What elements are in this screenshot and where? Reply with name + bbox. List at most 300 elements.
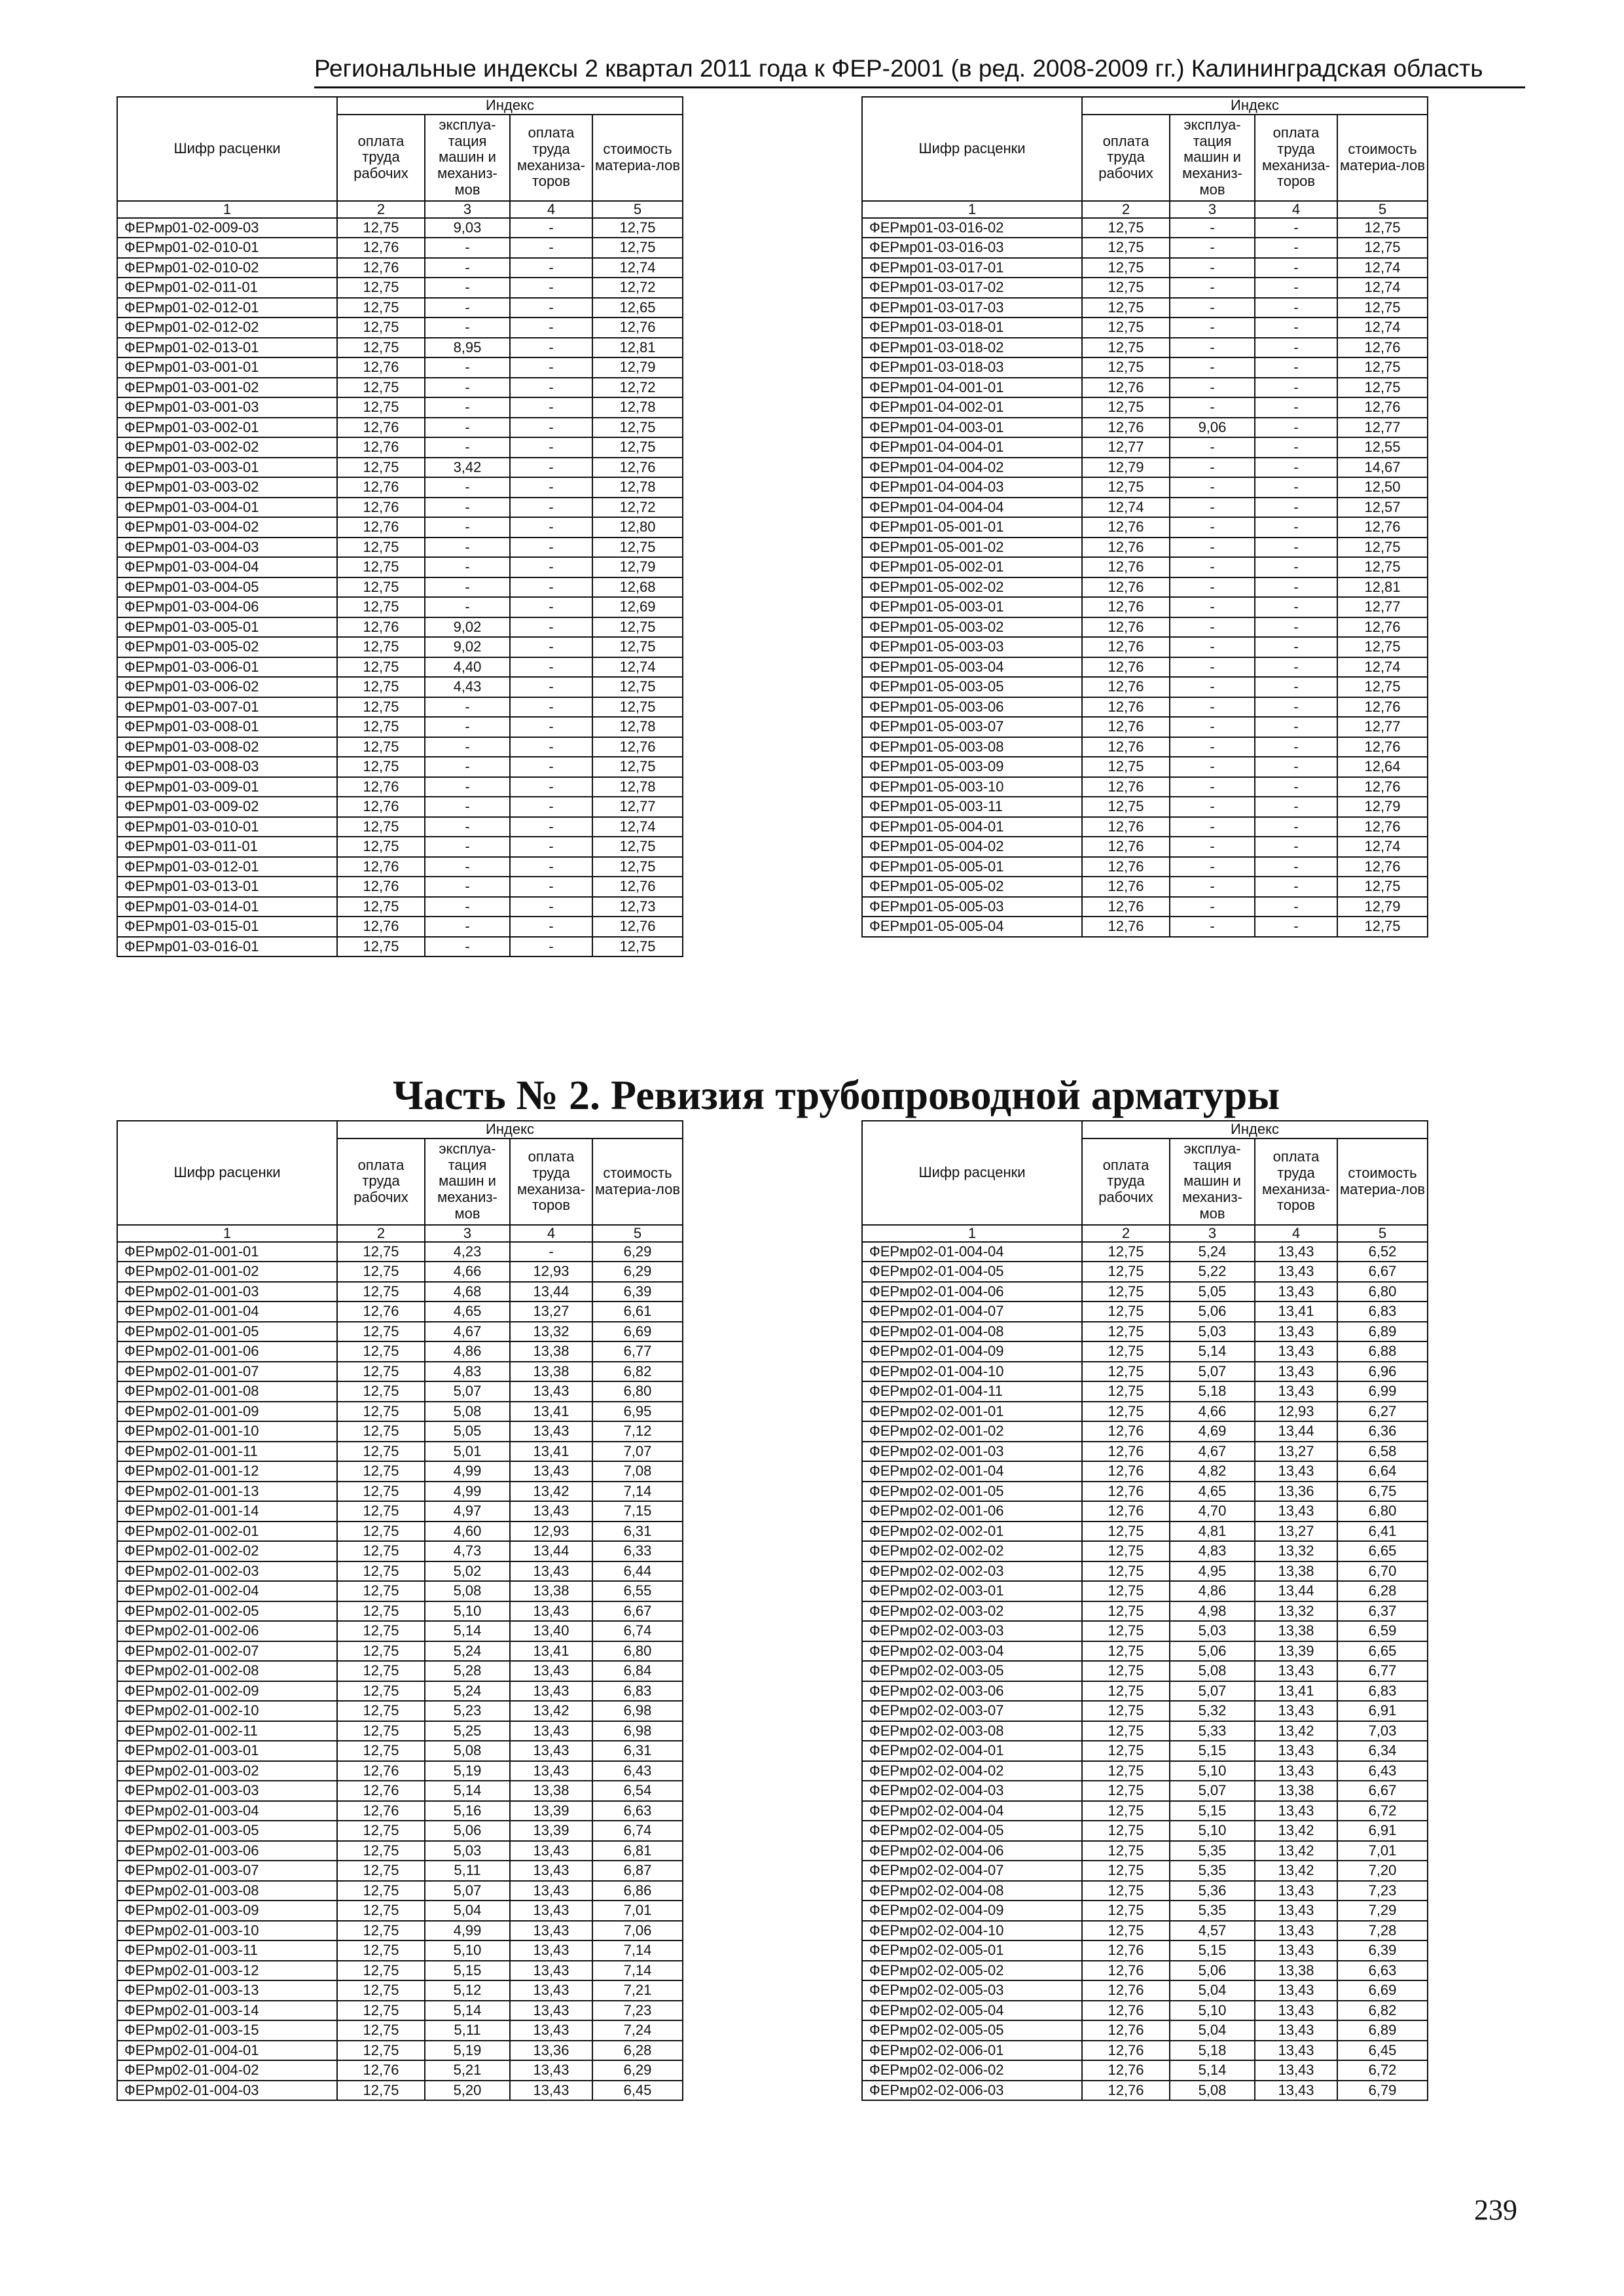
labor-index-cell: 12,75 — [337, 2001, 425, 2021]
column-number: 3 — [1170, 201, 1255, 218]
machine-index-cell: - — [1170, 278, 1255, 298]
labor-index-cell: 12,75 — [1082, 1381, 1170, 1402]
operator-index-cell: - — [510, 357, 592, 378]
column-number: 4 — [510, 201, 592, 218]
table-row — [862, 517, 1428, 538]
rate-code-cell: ФЕРмр01-05-002-01 — [862, 557, 1082, 577]
rate-code-cell: ФЕРмр02-01-001-11 — [117, 1442, 337, 1462]
column-number: 3 — [425, 1225, 510, 1242]
operator-index-cell: 13,43 — [1255, 1381, 1337, 1402]
rate-code-cell: ФЕРмр02-02-002-03 — [862, 1561, 1082, 1582]
labor-index-cell: 12,75 — [1082, 1841, 1170, 1861]
machine-index-cell: 5,15 — [1170, 1941, 1255, 1961]
labor-index-cell: 12,75 — [337, 757, 425, 777]
machine-index-cell: - — [1170, 437, 1255, 458]
table-row — [862, 737, 1428, 757]
machine-index-cell: 5,11 — [425, 2020, 510, 2041]
operator-index-cell: 13,43 — [1255, 2060, 1337, 2081]
operator-index-cell: - — [1255, 917, 1337, 937]
machine-index-cell: 5,20 — [425, 2081, 510, 2101]
machine-index-cell: 4,81 — [1170, 1522, 1255, 1542]
index-column-header: Индекс — [1082, 1121, 1428, 1139]
materials-index-cell: 12,77 — [1337, 717, 1428, 737]
labor-index-cell: 12,75 — [337, 1741, 425, 1761]
machine-index-cell: 5,10 — [1170, 1821, 1255, 1841]
operator-index-cell: 13,43 — [510, 1461, 592, 1482]
machine-index-cell: 4,99 — [425, 1461, 510, 1482]
operator-index-cell: - — [1255, 597, 1337, 617]
table-row — [117, 2081, 683, 2101]
materials-index-cell: 6,98 — [592, 1701, 683, 1721]
rate-code-cell: ФЕРмр02-02-003-08 — [862, 1721, 1082, 1741]
operator-index-cell: 13,43 — [510, 2081, 592, 2101]
labor-index-cell: 12,75 — [1082, 1341, 1170, 1362]
labor-index-cell: 12,76 — [1082, 617, 1170, 638]
materials-index-cell: 6,74 — [592, 1821, 683, 1841]
machine-index-cell: - — [1170, 557, 1255, 577]
operator-index-cell: 13,43 — [510, 1881, 592, 1901]
rate-code-cell: ФЕРмр01-03-017-02 — [862, 278, 1082, 298]
machine-index-cell: 5,19 — [425, 1761, 510, 1781]
rate-code-cell: ФЕРмр02-01-004-06 — [862, 1282, 1082, 1302]
machine-index-cell: - — [1170, 378, 1255, 398]
materials-index-cell: 6,89 — [1337, 2020, 1428, 2041]
labor-index-cell: 12,75 — [1082, 1641, 1170, 1662]
operator-index-cell: - — [1255, 338, 1337, 358]
table-row — [862, 1801, 1428, 1821]
materials-index-cell: 6,58 — [1337, 1442, 1428, 1462]
column-header-4: стоимость материа-лов — [592, 1139, 683, 1225]
rate-code-cell: ФЕРмр02-01-004-08 — [862, 1322, 1082, 1342]
rate-code-cell: ФЕРмр02-01-001-05 — [117, 1322, 337, 1342]
labor-index-cell: 12,75 — [1082, 1781, 1170, 1801]
materials-index-cell: 12,75 — [592, 218, 683, 238]
operator-index-cell: 13,43 — [1255, 1461, 1337, 1482]
column-header-3: оплата труда механиза-торов — [510, 1139, 592, 1225]
table-row — [862, 877, 1428, 897]
materials-index-cell: 12,76 — [592, 737, 683, 757]
operator-index-cell: - — [1255, 278, 1337, 298]
index-table-top-right — [861, 96, 1428, 938]
operator-index-cell: 13,43 — [1255, 1980, 1337, 2001]
machine-index-cell: 4,66 — [425, 1262, 510, 1282]
table-row — [117, 1341, 683, 1362]
operator-index-cell: 13,43 — [1255, 2020, 1337, 2041]
labor-index-cell: 12,76 — [1082, 897, 1170, 917]
operator-index-cell: 13,43 — [510, 1941, 592, 1961]
rate-code-cell: ФЕРмр01-05-005-03 — [862, 897, 1082, 917]
machine-index-cell: - — [425, 837, 510, 857]
labor-index-cell: 12,75 — [337, 278, 425, 298]
operator-index-cell: 12,93 — [510, 1522, 592, 1542]
materials-index-cell: 6,89 — [1337, 1322, 1428, 1342]
rate-code-cell: ФЕРмр01-03-005-01 — [117, 617, 337, 638]
rate-code-cell: ФЕРмр01-03-004-03 — [117, 538, 337, 558]
rate-code-cell: ФЕРмр02-02-003-03 — [862, 1621, 1082, 1641]
materials-index-cell: 6,82 — [1337, 2001, 1428, 2021]
machine-index-cell: 5,18 — [1170, 1381, 1255, 1402]
materials-index-cell: 6,67 — [1337, 1781, 1428, 1801]
operator-index-cell: - — [1255, 777, 1337, 797]
machine-index-cell: 5,04 — [1170, 2020, 1255, 2041]
rate-code-cell: ФЕРмр01-02-011-01 — [117, 278, 337, 298]
table-row — [862, 1721, 1428, 1741]
machine-index-cell: - — [425, 258, 510, 278]
rate-code-cell: ФЕРмр01-02-012-01 — [117, 298, 337, 318]
labor-index-cell: 12,75 — [1082, 1362, 1170, 1382]
machine-index-cell: - — [1170, 298, 1255, 318]
operator-index-cell: - — [510, 517, 592, 538]
materials-index-cell: 6,96 — [1337, 1362, 1428, 1382]
operator-index-cell: 13,38 — [510, 1341, 592, 1362]
machine-index-cell: 4,66 — [1170, 1402, 1255, 1422]
materials-index-cell: 6,98 — [592, 1721, 683, 1741]
labor-index-cell: 12,75 — [1082, 477, 1170, 498]
operator-index-cell: 13,43 — [1255, 1501, 1337, 1522]
labor-index-cell: 12,76 — [337, 258, 425, 278]
rate-code-cell: ФЕРмр02-01-002-04 — [117, 1581, 337, 1601]
column-number: 1 — [117, 201, 337, 218]
rate-code-cell: ФЕРмр02-01-003-04 — [117, 1801, 337, 1821]
table-row — [862, 298, 1428, 318]
materials-index-cell: 12,75 — [592, 617, 683, 638]
rate-code-cell: ФЕРмр02-01-002-09 — [117, 1681, 337, 1702]
table-row — [862, 1581, 1428, 1601]
materials-index-cell: 7,15 — [592, 1501, 683, 1522]
column-number: 3 — [425, 201, 510, 218]
materials-index-cell: 6,29 — [592, 1262, 683, 1282]
materials-index-cell: 12,65 — [592, 298, 683, 318]
table-row — [862, 657, 1428, 678]
operator-index-cell: 13,44 — [1255, 1421, 1337, 1442]
operator-index-cell: - — [1255, 897, 1337, 917]
operator-index-cell: 13,43 — [510, 1841, 592, 1861]
operator-index-cell: 13,43 — [510, 1721, 592, 1741]
machine-index-cell: - — [1170, 318, 1255, 338]
labor-index-cell: 12,75 — [337, 2041, 425, 2061]
operator-index-cell: 13,43 — [510, 1861, 592, 1881]
table-row — [862, 1322, 1428, 1342]
column-number: 4 — [1255, 1225, 1337, 1242]
materials-index-cell: 12,76 — [1337, 777, 1428, 797]
table-row — [862, 1522, 1428, 1542]
table-row — [862, 1741, 1428, 1761]
labor-index-cell: 12,75 — [1082, 1282, 1170, 1302]
rate-code-cell: ФЕРмр02-01-002-03 — [117, 1561, 337, 1582]
rate-code-cell: ФЕРмр02-01-003-14 — [117, 2001, 337, 2021]
table-row — [862, 1681, 1428, 1702]
table-row — [117, 837, 683, 857]
machine-index-cell: 5,06 — [1170, 1961, 1255, 1981]
labor-index-cell: 12,75 — [337, 1242, 425, 1262]
operator-index-cell: - — [1255, 717, 1337, 737]
machine-index-cell: 5,15 — [1170, 1741, 1255, 1761]
rate-code-cell: ФЕРмр01-05-003-06 — [862, 697, 1082, 718]
machine-index-cell: 4,98 — [1170, 1601, 1255, 1622]
table-row — [862, 677, 1428, 697]
machine-index-cell: 5,03 — [1170, 1322, 1255, 1342]
table-row — [862, 218, 1428, 238]
materials-index-cell: 12,75 — [1337, 238, 1428, 258]
labor-index-cell: 12,75 — [1082, 1921, 1170, 1941]
materials-index-cell: 7,03 — [1337, 1721, 1428, 1741]
table-row — [117, 437, 683, 458]
labor-index-cell: 12,76 — [1082, 697, 1170, 718]
column-number: 1 — [117, 1225, 337, 1242]
table-row — [117, 218, 683, 238]
table-row — [117, 1741, 683, 1761]
materials-index-cell: 6,44 — [592, 1561, 683, 1582]
machine-index-cell: 5,07 — [425, 1881, 510, 1901]
labor-index-cell: 12,75 — [337, 1961, 425, 1981]
machine-index-cell: - — [1170, 817, 1255, 837]
materials-index-cell: 12,50 — [1337, 477, 1428, 498]
table-row — [862, 1881, 1428, 1901]
materials-index-cell: 6,52 — [1337, 1242, 1428, 1262]
rate-code-cell: ФЕРмр02-02-004-06 — [862, 1841, 1082, 1861]
operator-index-cell: - — [1255, 418, 1337, 438]
operator-index-cell: 13,32 — [1255, 1541, 1337, 1561]
table-row — [117, 1362, 683, 1382]
operator-index-cell: - — [510, 318, 592, 338]
operator-index-cell: 13,43 — [510, 1601, 592, 1622]
table-row — [117, 1941, 683, 1961]
labor-index-cell: 12,79 — [1082, 458, 1170, 478]
rate-code-cell: ФЕРмр01-02-010-01 — [117, 238, 337, 258]
table-row — [862, 1541, 1428, 1561]
labor-index-cell: 12,75 — [337, 1980, 425, 2001]
materials-index-cell: 6,72 — [1337, 2060, 1428, 2081]
operator-index-cell: 13,43 — [1255, 2041, 1337, 2061]
machine-index-cell: 5,10 — [1170, 1761, 1255, 1781]
materials-index-cell: 7,23 — [592, 2001, 683, 2021]
rate-code-cell: ФЕРмр01-05-001-02 — [862, 538, 1082, 558]
rate-code-cell: ФЕРмр01-03-010-01 — [117, 817, 337, 837]
rate-code-cell: ФЕРмр01-02-012-02 — [117, 318, 337, 338]
column-number: 3 — [1170, 1225, 1255, 1242]
materials-index-cell: 12,75 — [1337, 877, 1428, 897]
materials-index-cell: 6,79 — [1337, 2081, 1428, 2101]
table-row — [862, 1302, 1428, 1322]
rate-code-cell: ФЕРмр01-03-009-01 — [117, 777, 337, 797]
materials-index-cell: 7,21 — [592, 1980, 683, 2001]
machine-index-cell: 5,11 — [425, 1861, 510, 1881]
materials-index-cell: 12,55 — [1337, 437, 1428, 458]
rate-code-cell: ФЕРмр01-03-018-03 — [862, 357, 1082, 378]
rate-code-cell: ФЕРмр01-03-001-02 — [117, 378, 337, 398]
materials-index-cell: 7,07 — [592, 1442, 683, 1462]
table-row — [117, 797, 683, 817]
rate-code-cell: ФЕРмр02-01-001-14 — [117, 1501, 337, 1522]
table-row — [862, 1701, 1428, 1721]
table-row — [117, 1442, 683, 1462]
materials-index-cell: 7,14 — [592, 1482, 683, 1502]
header-title: Региональные индексы 2 квартал 2011 года к ФЕР-2001 (в ред. 2008-2009 гг.) Калининградская область — [314, 55, 1483, 82]
column-number-row — [862, 1225, 1428, 1242]
machine-index-cell: - — [425, 557, 510, 577]
materials-index-cell: 12,75 — [1337, 677, 1428, 697]
machine-index-cell: 4,43 — [425, 677, 510, 697]
materials-index-cell: 12,81 — [1337, 577, 1428, 598]
table-row — [862, 1341, 1428, 1362]
page-header — [314, 55, 1545, 82]
labor-index-cell: 12,76 — [1082, 857, 1170, 877]
rate-code-cell: ФЕРмр02-01-001-13 — [117, 1482, 337, 1502]
table-row — [117, 1961, 683, 1981]
table-row — [117, 717, 683, 737]
machine-index-cell: - — [1170, 677, 1255, 697]
machine-index-cell: - — [1170, 777, 1255, 797]
materials-index-cell: 12,77 — [592, 797, 683, 817]
machine-index-cell: - — [1170, 797, 1255, 817]
rate-code-cell: ФЕРмр02-02-002-02 — [862, 1541, 1082, 1561]
materials-index-cell: 6,99 — [1337, 1381, 1428, 1402]
labor-index-cell: 12,76 — [337, 477, 425, 498]
machine-index-cell: 5,02 — [425, 1561, 510, 1582]
materials-index-cell: 7,01 — [1337, 1841, 1428, 1861]
index-column-header: Индекс — [337, 97, 683, 115]
labor-index-cell: 12,75 — [337, 897, 425, 917]
operator-index-cell: 13,38 — [510, 1581, 592, 1601]
labor-index-cell: 12,75 — [1082, 757, 1170, 777]
rate-code-cell: ФЕРмр01-05-005-04 — [862, 917, 1082, 937]
operator-index-cell: 13,42 — [1255, 1821, 1337, 1841]
table-row — [862, 577, 1428, 598]
materials-index-cell: 12,75 — [592, 937, 683, 957]
operator-index-cell: 13,43 — [510, 1661, 592, 1681]
operator-index-cell: - — [1255, 357, 1337, 378]
rate-code-cell: ФЕРмр01-02-010-02 — [117, 258, 337, 278]
operator-index-cell: - — [510, 498, 592, 518]
labor-index-cell: 12,76 — [1082, 538, 1170, 558]
operator-index-cell: 13,36 — [510, 2041, 592, 2061]
table-row — [117, 2041, 683, 2061]
machine-index-cell: - — [425, 897, 510, 917]
materials-index-cell: 6,91 — [1337, 1821, 1428, 1841]
rate-code-cell: ФЕРмр02-01-004-02 — [117, 2060, 337, 2081]
materials-index-cell: 6,33 — [592, 1541, 683, 1561]
table-row — [117, 1381, 683, 1402]
labor-index-cell: 12,75 — [337, 1921, 425, 1941]
materials-index-cell: 12,75 — [592, 437, 683, 458]
table-row — [117, 517, 683, 538]
machine-index-cell: 4,83 — [425, 1362, 510, 1382]
operator-index-cell: 13,43 — [510, 1901, 592, 1921]
labor-index-cell: 12,76 — [1082, 1501, 1170, 1522]
machine-index-cell: - — [1170, 617, 1255, 638]
materials-index-cell: 6,28 — [592, 2041, 683, 2061]
rate-code-cell: ФЕРмр02-01-002-01 — [117, 1522, 337, 1542]
operator-index-cell: 13,43 — [1255, 1741, 1337, 1761]
operator-index-cell: 13,42 — [1255, 1841, 1337, 1861]
table-row — [862, 1921, 1428, 1941]
materials-index-cell: 12,75 — [1337, 298, 1428, 318]
labor-index-cell: 12,75 — [337, 1322, 425, 1342]
table-row — [117, 1501, 683, 1522]
operator-index-cell: - — [1255, 458, 1337, 478]
column-number-row — [117, 201, 683, 218]
table-row — [117, 697, 683, 718]
column-header-3: оплата труда механиза-торов — [510, 115, 592, 201]
machine-index-cell: - — [425, 937, 510, 957]
table-row — [117, 777, 683, 797]
machine-index-cell: 9,03 — [425, 218, 510, 238]
operator-index-cell: 13,38 — [1255, 1961, 1337, 1981]
machine-index-cell: 5,24 — [1170, 1242, 1255, 1262]
labor-index-cell: 12,75 — [1082, 1701, 1170, 1721]
rate-code-cell: ФЕРмр01-03-004-04 — [117, 557, 337, 577]
machine-index-cell: 5,28 — [425, 1661, 510, 1681]
operator-index-cell: 13,41 — [510, 1641, 592, 1662]
column-number: 5 — [592, 201, 683, 218]
machine-index-cell: - — [425, 238, 510, 258]
labor-index-cell: 12,75 — [1082, 338, 1170, 358]
rate-code-cell: ФЕРмр02-02-004-04 — [862, 1801, 1082, 1821]
column-header-1: оплата труда рабочих — [337, 1139, 425, 1225]
labor-index-cell: 12,76 — [1082, 2001, 1170, 2021]
machine-index-cell: 5,12 — [425, 1980, 510, 2001]
table-row — [862, 1961, 1428, 1981]
operator-index-cell: 13,40 — [510, 1621, 592, 1641]
materials-index-cell: 7,20 — [1337, 1861, 1428, 1881]
machine-index-cell: 4,82 — [1170, 1461, 1255, 1482]
rate-code-cell: ФЕРмр01-03-002-02 — [117, 437, 337, 458]
machine-index-cell: - — [425, 737, 510, 757]
operator-index-cell: 13,43 — [1255, 2001, 1337, 2021]
labor-index-cell: 12,75 — [337, 1402, 425, 1422]
operator-index-cell: 13,43 — [1255, 1801, 1337, 1821]
operator-index-cell: - — [510, 557, 592, 577]
operator-index-cell: 13,42 — [1255, 1861, 1337, 1881]
table-row — [117, 1322, 683, 1342]
table-row — [862, 437, 1428, 458]
table-row — [862, 617, 1428, 638]
labor-index-cell: 12,75 — [337, 378, 425, 398]
rate-code-cell: ФЕРмр01-05-005-01 — [862, 857, 1082, 877]
table-row — [117, 1921, 683, 1941]
materials-index-cell: 12,72 — [592, 278, 683, 298]
operator-index-cell: 13,43 — [510, 1741, 592, 1761]
table-row — [117, 1621, 683, 1641]
machine-index-cell: 4,67 — [1170, 1442, 1255, 1462]
rate-code-cell: ФЕРмр01-03-012-01 — [117, 857, 337, 877]
labor-index-cell: 12,76 — [1082, 577, 1170, 598]
machine-index-cell: - — [425, 397, 510, 418]
machine-index-cell: 4,67 — [425, 1322, 510, 1342]
materials-index-cell: 12,74 — [1337, 318, 1428, 338]
materials-index-cell: 12,78 — [592, 717, 683, 737]
rate-code-cell: ФЕРмр01-03-001-01 — [117, 357, 337, 378]
operator-index-cell: - — [510, 797, 592, 817]
index-column-header: Индекс — [1082, 97, 1428, 115]
machine-index-cell: - — [1170, 577, 1255, 598]
operator-index-cell: 13,43 — [510, 2001, 592, 2021]
labor-index-cell: 12,75 — [337, 1941, 425, 1961]
table-row — [117, 258, 683, 278]
materials-index-cell: 12,75 — [592, 238, 683, 258]
machine-index-cell: - — [425, 298, 510, 318]
operator-index-cell: 13,43 — [510, 2060, 592, 2081]
column-header-1: оплата труда рабочих — [337, 115, 425, 201]
table-row — [862, 777, 1428, 797]
table-row — [117, 657, 683, 678]
materials-index-cell: 12,74 — [1337, 837, 1428, 857]
column-header-3: оплата труда механиза-торов — [1255, 1139, 1337, 1225]
operator-index-cell: - — [1255, 857, 1337, 877]
machine-index-cell: - — [1170, 517, 1255, 538]
materials-index-cell: 12,77 — [1337, 418, 1428, 438]
machine-index-cell: - — [425, 437, 510, 458]
